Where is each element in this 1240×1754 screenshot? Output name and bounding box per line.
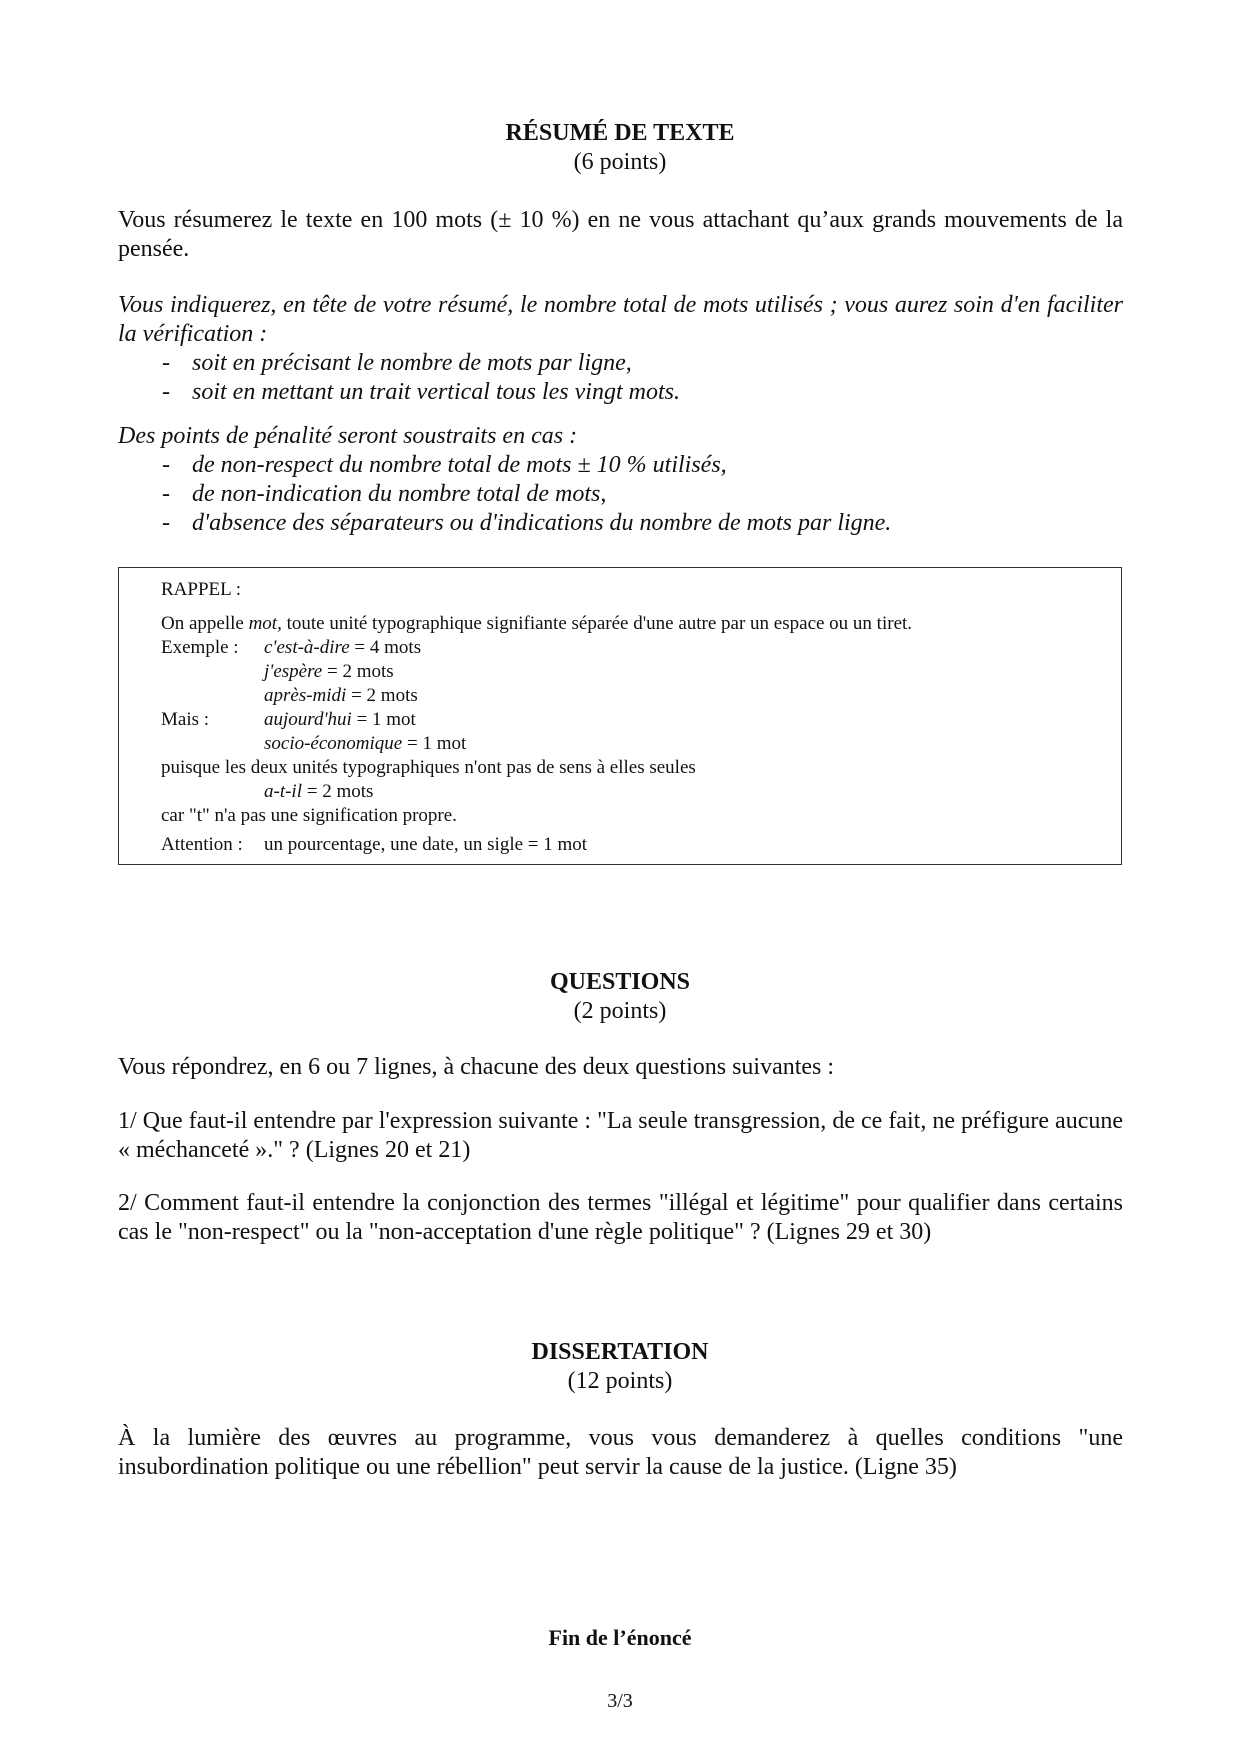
atil-line <box>264 780 373 804</box>
counter-example-line <box>264 708 416 732</box>
rappel-definition-after: toute unité typographique signifiante séparée d'une autre par un espace ou un tiret. <box>281 613 913 634</box>
counter-example-term: aujourd'hui <box>264 709 352 730</box>
counter-example-term: socio-économique <box>264 733 403 754</box>
bullet-dash: - <box>162 350 170 376</box>
counter-example-value: = 1 mot <box>351 709 416 730</box>
example-value: = 4 mots <box>349 637 422 658</box>
penalty-intro-text: Des points de pénalité seront soustraits en cas : <box>118 423 578 449</box>
bullet-dash: - <box>162 452 170 478</box>
example-term: j'espère <box>264 661 323 682</box>
penalty-item-text: de non-respect du nombre total de mots ± 10 % utilisés, <box>192 452 727 478</box>
penalty-item <box>162 480 1062 509</box>
example-value: = 2 mots <box>322 661 394 682</box>
penalty-item <box>162 451 1062 480</box>
atil-term: a-t-il <box>264 781 302 802</box>
dissertation-prompt-text: À la lumière des œuvres au programme, vous vous demanderez à quelles conditions "une insubordination politique ou une rébellion" peut servir la cause de la justice. (Ligne 35) <box>118 1425 1123 1480</box>
penalty-item-text: de non-indication du nombre total de mots, <box>192 481 607 507</box>
questions-intro <box>118 1053 1123 1082</box>
rappel-definition <box>161 612 912 636</box>
example-line <box>264 684 418 708</box>
puisque-line: puisque les deux unités typographiques n'ont pas de sens à elles seules <box>161 757 696 778</box>
resume-verification-intro-text: Vous indiquerez, en tête de votre résumé, le nombre total de mots utilisés ; vous aurez soin d'en faciliter la vérification : <box>118 292 1123 347</box>
resume-title: RÉSUMÉ DE TEXTE <box>505 120 735 146</box>
attention-text: un pourcentage, une date, un sigle = 1 mot <box>264 834 588 855</box>
dissertation-prompt <box>118 1424 1123 1482</box>
exemple-label: Exemple : <box>161 637 239 658</box>
resume-instruction <box>118 206 1123 264</box>
counter-example-value: = 1 mot <box>402 733 467 754</box>
penalty-intro <box>118 422 1123 451</box>
bullet-dash: - <box>162 510 170 536</box>
rappel-title: RAPPEL : <box>161 579 242 600</box>
verification-item <box>162 378 1062 407</box>
example-line <box>264 636 421 660</box>
page-number: 3/3 <box>607 1690 633 1712</box>
question-1 <box>118 1107 1123 1165</box>
attention-label: Attention : <box>161 834 243 855</box>
bullet-dash: - <box>162 379 170 405</box>
example-term: c'est-à-dire <box>264 637 350 658</box>
example-line <box>264 660 394 684</box>
dissertation-title: DISSERTATION <box>531 1339 709 1365</box>
end-of-statement: Fin de l’énoncé <box>548 1625 692 1650</box>
question-1-text: 1/ Que faut-il entendre par l'expression suivante : "La seule transgression, de ce fait, ne préfigure aucune « méchanceté »." ? (Lignes 20 et 21) <box>118 1108 1123 1163</box>
verification-item <box>162 349 1062 378</box>
example-value: = 2 mots <box>346 685 418 706</box>
rappel-definition-word: mot, <box>248 613 282 634</box>
bullet-dash: - <box>162 481 170 507</box>
verification-item-text: soit en mettant un trait vertical tous les vingt mots. <box>192 379 680 405</box>
counter-example-line <box>264 732 466 756</box>
atil-value: = 2 mots <box>302 781 374 802</box>
resume-verification-intro <box>118 291 1123 349</box>
mais-label: Mais : <box>161 709 210 730</box>
questions-points: (2 points) <box>573 998 667 1024</box>
example-term: après-midi <box>264 685 347 706</box>
rappel-box <box>118 567 1122 865</box>
car-line: car "t" n'a pas une signification propre. <box>161 805 457 826</box>
penalty-item <box>162 509 1112 538</box>
resume-instruction-text: Vous résumerez le texte en 100 mots (± 10 %) en ne vous attachant qu’aux grands mouvements de la pensée. <box>118 207 1123 262</box>
question-2-text: 2/ Comment faut-il entendre la conjonction des termes "illégal et légitime" pour qualifier dans certains cas le "non-respect" ou la "non-acceptation d'une règle politique" ? (Lignes 29 et 30) <box>118 1190 1123 1245</box>
resume-points: (6 points) <box>573 149 667 175</box>
verification-item-text: soit en précisant le nombre de mots par ligne, <box>192 350 632 376</box>
questions-intro-text: Vous répondrez, en 6 ou 7 lignes, à chacune des deux questions suivantes : <box>118 1054 835 1080</box>
questions-title: QUESTIONS <box>549 969 691 995</box>
rappel-definition-before: On appelle <box>161 613 249 634</box>
dissertation-points: (12 points) <box>567 1368 673 1394</box>
question-2 <box>118 1189 1123 1247</box>
penalty-item-text: d'absence des séparateurs ou d'indications du nombre de mots par ligne. <box>192 510 892 536</box>
